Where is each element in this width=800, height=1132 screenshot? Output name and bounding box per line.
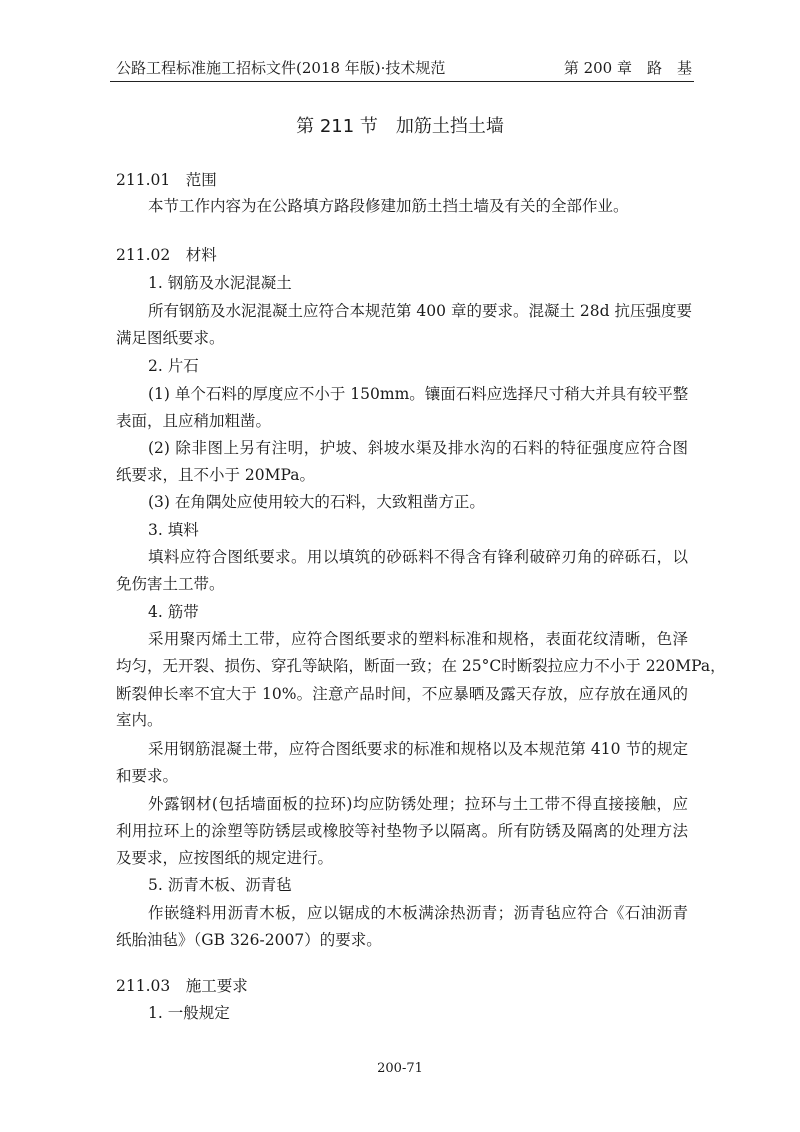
paragraph-line: 所有钢筋及水泥混凝土应符合本规范第 400 章的要求。混凝土 28d 抗压强度要 — [148, 302, 692, 320]
header-document-title: 公路工程标准施工招标文件(2018 年版)·技术规范 — [116, 59, 446, 77]
paragraph-line: 和要求。 — [116, 767, 179, 785]
paragraph-line: (3) 在角隅处应使用较大的石料，大致粗凿方正。 — [148, 493, 485, 511]
header-rule — [110, 81, 694, 82]
heading-number: 211.02 — [116, 246, 171, 264]
paragraph-line: 作嵌缝料用沥青木板，应以锯成的木板满涂热沥青；沥青毡应符合《石油沥青 — [148, 904, 688, 922]
heading-211-02 — [116, 244, 217, 266]
paragraph-line: 纸胎油毡》（GB 326-2007）的要求。 — [116, 931, 382, 949]
paragraph-line: 利用拉环上的涂塑等防锈层或橡胶等衬垫物予以隔离。所有防锈及隔离的处理方法 — [116, 822, 688, 840]
subheading-asphalt-board: 5. 沥青木板、沥青毡 — [148, 876, 292, 894]
paragraph-line: 均匀，无开裂、损伤、穿孔等缺陷，断面一致；在 25°C时断裂拉应力不小于 220MPa， — [116, 657, 726, 675]
subheading-general-provisions: 1. 一般规定 — [148, 1004, 230, 1022]
paragraph-line: 填料应符合图纸要求。用以填筑的砂砾料不得含有锋利破碎刃角的碎砾石，以 — [148, 548, 688, 566]
paragraph-line: 本节工作内容为在公路填方路段修建加筋土挡土墙及有关的全部作业。 — [148, 197, 629, 215]
heading-211-03 — [116, 975, 248, 997]
paragraph-line: 满足图纸要求。 — [116, 329, 225, 347]
paragraph-line: 免伤害土工带。 — [116, 575, 225, 593]
running-header — [116, 56, 692, 80]
subheading-reinforcing-strip: 4. 筋带 — [148, 603, 199, 621]
heading-name: 材料 — [185, 246, 217, 264]
paragraph-line: (1) 单个石料的厚度应不小于 150mm。镶面石料应选择尺寸稍大并具有较平整 — [148, 385, 689, 403]
page-number: 200-71 — [377, 1061, 423, 1076]
paragraph-line: 表面，且应稍加粗凿。 — [116, 412, 272, 430]
subheading-fill-material: 3. 填料 — [148, 521, 199, 539]
heading-name: 范围 — [185, 171, 217, 189]
heading-name: 施工要求 — [185, 977, 248, 995]
paragraph-line: 室内。 — [116, 711, 163, 729]
paragraph-line: 外露钢材(包括墙面板的拉环)均应防锈处理；拉环与土工带不得直接接触，应 — [148, 795, 688, 813]
subheading-rubble-stone: 2. 片石 — [148, 357, 199, 375]
paragraph-line: (2) 除非图上另有注明，护坡、斜坡水渠及排水沟的石料的特征强度应符合图 — [148, 439, 688, 457]
subheading-rebar-concrete: 1. 钢筋及水泥混凝土 — [148, 274, 292, 292]
header-chapter: 第 200 章 路 基 — [563, 59, 692, 77]
paragraph-line: 及要求，应按图纸的规定进行。 — [116, 849, 334, 867]
heading-211-01 — [116, 169, 217, 191]
heading-number: 211.03 — [116, 977, 171, 995]
paragraph-line: 断裂伸长率不宜大于 10%。注意产品时间，不应暴晒及露天存放，应存放在通风的 — [116, 685, 688, 703]
section-title: 第 211 节 加筋土挡土墙 — [296, 116, 504, 137]
paragraph-line: 纸要求，且不小于 20MPa。 — [116, 466, 315, 484]
paragraph-line: 采用钢筋混凝土带，应符合图纸要求的标准和规格以及本规范第 410 节的规定 — [148, 740, 688, 758]
heading-number: 211.01 — [116, 171, 171, 189]
paragraph-line: 采用聚丙烯土工带，应符合图纸要求的塑料标准和规格，表面花纹清晰，色泽 — [148, 630, 688, 648]
